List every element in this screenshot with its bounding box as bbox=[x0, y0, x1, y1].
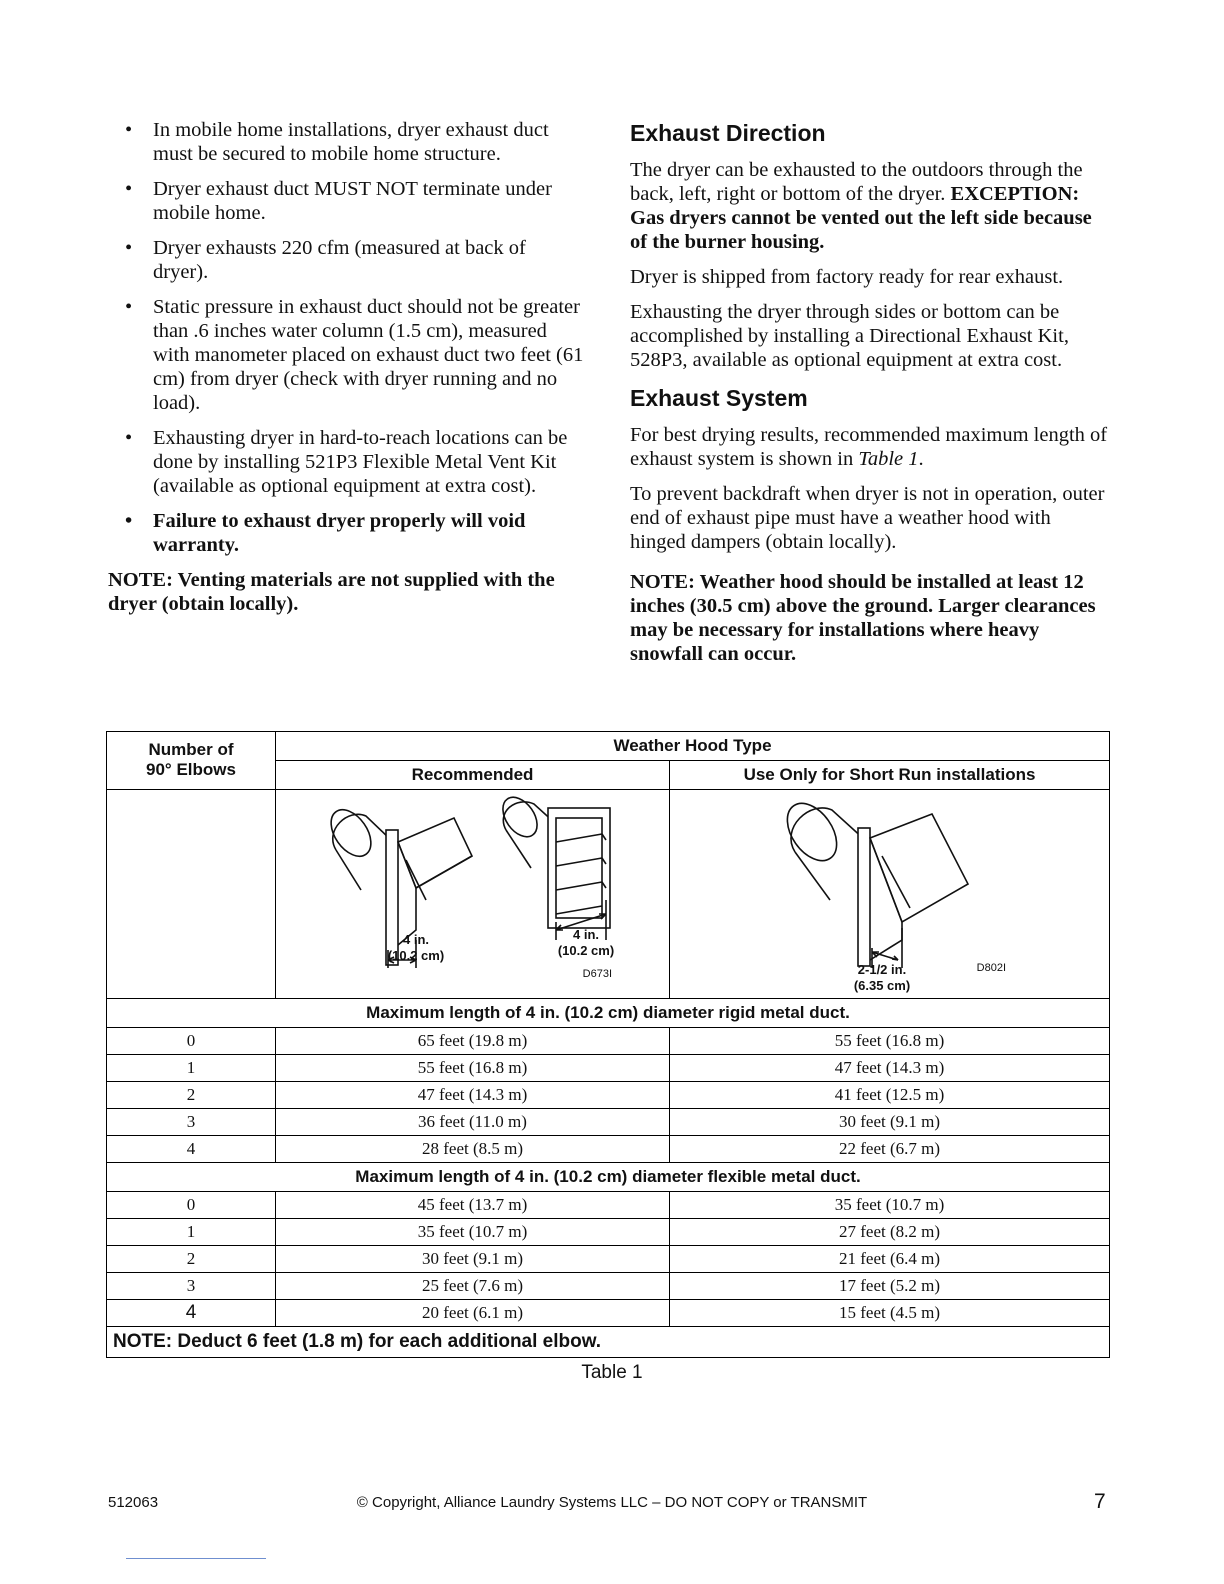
table-row bbox=[107, 1028, 1110, 1055]
table-row bbox=[107, 1273, 1110, 1300]
additional-elbow-note: NOTE: Deduct 6 feet (1.8 m) for each additional elbow. bbox=[107, 1327, 1110, 1358]
recommended-length-cell: 47 feet (14.3 m) bbox=[276, 1082, 670, 1109]
elbows-header-line2: 90° Elbows bbox=[146, 760, 236, 779]
right-column bbox=[630, 118, 1108, 677]
short-run-length-cell: 55 feet (16.8 m) bbox=[670, 1028, 1110, 1055]
exhaust-system-text: For best drying results, recommended maximum length of exhaust system is shown in bbox=[630, 424, 1108, 470]
backdraft-paragraph: To prevent backdraft when dryer is not in operation, outer end of exhaust pipe must have a weather hood with hinged dampers (obtain locally). bbox=[630, 483, 1105, 553]
rec-hood-b-dim-inches: 4 in. bbox=[572, 927, 600, 942]
short-run-length-cell: 35 feet (10.7 m) bbox=[670, 1192, 1110, 1219]
elbows-cell: 3 bbox=[107, 1109, 276, 1136]
recommended-length-cell: 36 feet (11.0 m) bbox=[276, 1109, 670, 1136]
recommended-length-cell: 28 feet (8.5 m) bbox=[276, 1136, 670, 1163]
exhaust-direction-paragraph bbox=[630, 158, 1108, 254]
short-run-header: Use Only for Short Run installations bbox=[670, 761, 1110, 790]
elbows-cell: 1 bbox=[107, 1055, 276, 1082]
short-hood-dim-cm: (6.35 cm) bbox=[853, 978, 911, 993]
rec-hood-b-dim-cm: (10.2 cm) bbox=[557, 943, 615, 958]
short-run-hood-illustration bbox=[670, 790, 1110, 998]
weather-hood-note: NOTE: Weather hood should be installed at least 12 inches (30.5 cm) above the ground. Larger clearances may be necessary for installations where heavy snowfall can occur. bbox=[630, 571, 1096, 665]
bullet-item: • In mobile home installations, dryer exhaust duct must be secured to mobile home structure. bbox=[108, 118, 586, 166]
table-row bbox=[107, 1136, 1110, 1163]
recommended-header: Recommended bbox=[276, 761, 670, 790]
table-row bbox=[107, 1246, 1110, 1273]
short-hood-dim-inches: 2-1/2 in. bbox=[857, 962, 907, 977]
elbows-cell: 1 bbox=[107, 1219, 276, 1246]
recommended-length-cell: 55 feet (16.8 m) bbox=[276, 1055, 670, 1082]
table-caption: Table 1 bbox=[581, 1362, 643, 1383]
elbows-cell: 0 bbox=[107, 1028, 276, 1055]
directional-kit-paragraph: Exhausting the dryer through sides or bottom can be accomplished by installing a Directional Exhaust Kit, 528P3, available as optional equipment at extra cost. bbox=[630, 301, 1069, 371]
rec-figure-code: D673I bbox=[582, 968, 612, 980]
sentence-end: . bbox=[918, 448, 924, 470]
bullet-item: • Dryer exhausts 220 cfm (measured at back of dryer). bbox=[108, 236, 586, 284]
short-run-length-cell: 21 feet (6.4 m) bbox=[670, 1246, 1110, 1273]
table-row bbox=[107, 1192, 1110, 1219]
bullet-item: • Dryer exhaust duct MUST NOT terminate under mobile home. bbox=[108, 177, 586, 225]
short-run-length-cell: 17 feet (5.2 m) bbox=[670, 1273, 1110, 1300]
rear-exhaust-paragraph: Dryer is shipped from factory ready for rear exhaust. bbox=[630, 266, 1064, 288]
elbows-cell: 0 bbox=[107, 1192, 276, 1219]
recommended-length-cell: 65 feet (19.8 m) bbox=[276, 1028, 670, 1055]
table-reference: Table 1 bbox=[858, 448, 919, 470]
exhaust-direction-heading: Exhaust Direction bbox=[630, 120, 826, 146]
elbows-cell: 4 bbox=[107, 1136, 276, 1163]
table-row bbox=[107, 1300, 1110, 1327]
short-run-length-cell: 30 feet (9.1 m) bbox=[670, 1109, 1110, 1136]
recommended-hoods-figure bbox=[276, 790, 670, 999]
document-number: 512063 bbox=[108, 1494, 159, 1511]
flexible-duct-section-header: Maximum length of 4 in. (10.2 cm) diameter flexible metal duct. bbox=[107, 1163, 1110, 1192]
exhaust-exception-text: EXCEPTION: Gas dryers cannot be vented out the left side because of the burner housing. bbox=[630, 183, 1092, 253]
venting-materials-note: NOTE: Venting materials are not supplied with the dryer (obtain locally). bbox=[108, 569, 555, 615]
recommended-length-cell: 35 feet (10.7 m) bbox=[276, 1219, 670, 1246]
table-row bbox=[107, 1219, 1110, 1246]
empty-figure-cell bbox=[107, 790, 276, 999]
exhaust-system-heading: Exhaust System bbox=[630, 385, 808, 411]
table-row bbox=[107, 1082, 1110, 1109]
elbows-cell: 4 bbox=[107, 1300, 276, 1327]
elbows-column-header bbox=[107, 732, 276, 790]
page-number: 7 bbox=[1094, 1490, 1106, 1513]
recommended-hoods-illustration bbox=[276, 790, 670, 998]
short-figure-code: D802I bbox=[976, 962, 1006, 974]
bullet-item: • Static pressure in exhaust duct should not be greater than .6 inches water column (1.5 cm), measured with manometer placed on exhaust duct two feet (61 cm) from dryer (check with dryer running and no load). bbox=[108, 295, 586, 415]
table-row bbox=[107, 1055, 1110, 1082]
elbows-cell: 2 bbox=[107, 1246, 276, 1273]
installation-bullet-list bbox=[108, 118, 586, 557]
exhaust-system-paragraph bbox=[630, 423, 1108, 471]
weather-hood-type-header: Weather Hood Type bbox=[276, 732, 1110, 761]
short-run-length-cell: 27 feet (8.2 m) bbox=[670, 1219, 1110, 1246]
rec-hood-a-dim-inches: 4 in. bbox=[402, 932, 430, 947]
recommended-length-cell: 45 feet (13.7 m) bbox=[276, 1192, 670, 1219]
table-row bbox=[107, 1109, 1110, 1136]
bottom-link-rule bbox=[126, 1558, 266, 1559]
exhaust-direction-text: The dryer can be exhausted to the outdoors through the back, left, right or bottom of the dryer. bbox=[630, 159, 1083, 205]
bullet-item: • Exhausting dryer in hard-to-reach locations can be done by installing 521P3 Flexible Metal Vent Kit (available as optional equipment at extra cost). bbox=[108, 426, 586, 498]
elbows-cell: 2 bbox=[107, 1082, 276, 1109]
short-run-length-cell: 47 feet (14.3 m) bbox=[670, 1055, 1110, 1082]
rigid-duct-section-header: Maximum length of 4 in. (10.2 cm) diameter rigid metal duct. bbox=[107, 999, 1110, 1028]
elbows-cell: 3 bbox=[107, 1273, 276, 1300]
recommended-length-cell: 25 feet (7.6 m) bbox=[276, 1273, 670, 1300]
short-run-length-cell: 22 feet (6.7 m) bbox=[670, 1136, 1110, 1163]
copyright-notice: © Copyright, Alliance Laundry Systems LLC – DO NOT COPY or TRANSMIT bbox=[356, 1494, 868, 1511]
recommended-length-cell: 30 feet (9.1 m) bbox=[276, 1246, 670, 1273]
short-run-length-cell: 41 feet (12.5 m) bbox=[670, 1082, 1110, 1109]
rec-hood-a-dim-cm: (10.2 cm) bbox=[387, 948, 445, 963]
short-run-length-cell: 15 feet (4.5 m) bbox=[670, 1300, 1110, 1327]
bullet-item-warranty: • Failure to exhaust dryer properly will void warranty. bbox=[108, 509, 586, 557]
elbows-header-line1: Number of bbox=[148, 740, 234, 759]
short-run-hood-figure bbox=[670, 790, 1110, 999]
left-column bbox=[108, 118, 586, 616]
recommended-length-cell: 20 feet (6.1 m) bbox=[276, 1300, 670, 1327]
exhaust-length-table bbox=[106, 731, 1110, 1358]
